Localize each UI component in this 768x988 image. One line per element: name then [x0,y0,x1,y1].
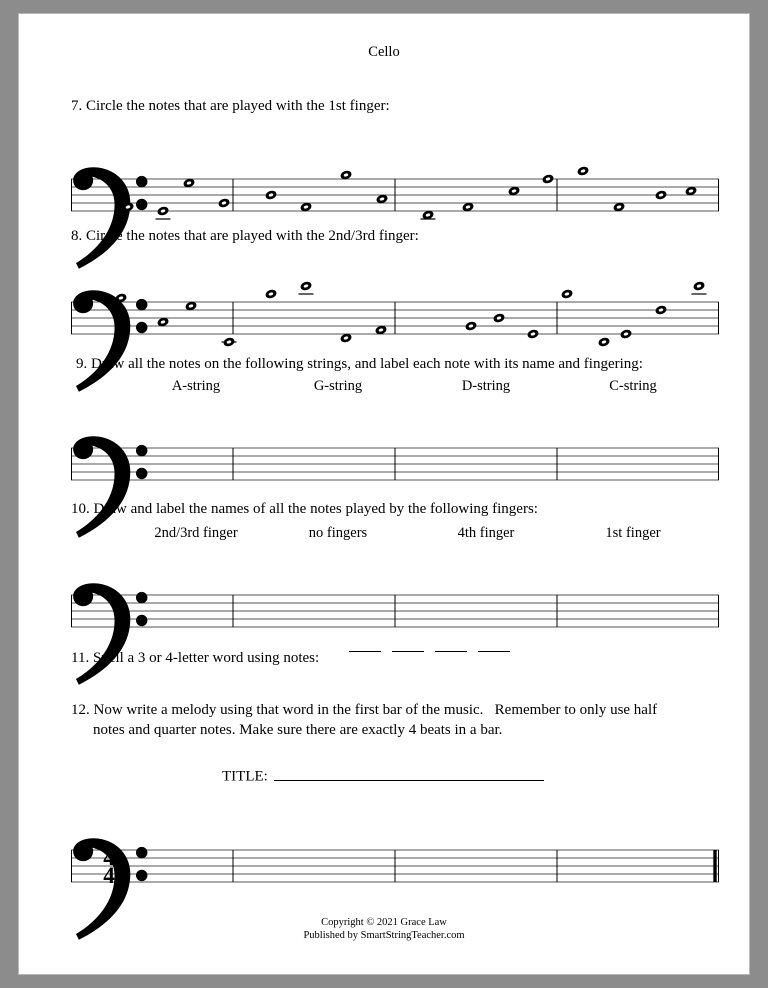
question-11-text: 11. Spell a 3 or 4-letter word using notes: [71,650,320,666]
whole-note[interactable] [156,205,171,219]
title-label: TITLE: [222,768,268,785]
whole-note[interactable] [264,189,277,200]
whole-note[interactable] [264,288,277,299]
answer-blank-1[interactable] [349,651,381,652]
staff-system-melody[interactable] [71,810,725,920]
whole-note[interactable] [654,304,667,315]
whole-note[interactable] [464,320,477,331]
finger-label-3: 4th finger [457,525,515,541]
string-label-3: D-string [461,378,511,394]
whole-note[interactable] [576,165,589,176]
finger-label-1: 2nd/3rd finger [154,525,238,541]
question-10-text: 10. Draw and label the names of all the notes played by the following fingers: [71,501,538,517]
whole-note[interactable] [526,328,539,339]
question-12-line-1: 12. Now write a melody using that word in the first bar of the music. Remember to only use half [71,702,658,718]
page-title: Cello [368,44,400,60]
bass-clef-icon [73,167,147,268]
string-label-2: G-string [313,378,363,394]
worksheet-page [19,14,749,974]
whole-note[interactable] [654,189,667,200]
question-7-text: 7. Circle the notes that are played with the 1st finger: [71,98,390,114]
question-10-finger-labels [71,525,731,545]
publisher-line: Published by SmartStringTeacher.com [303,930,465,941]
melody-title-line[interactable] [222,766,544,786]
answer-blank-2[interactable] [392,651,424,652]
question-9-text: 9. Draw all the notes on the following strings, and label each note with its name and fingering: [76,356,643,372]
svg-text:4: 4 [103,845,115,870]
answer-blank-3[interactable] [435,651,467,652]
whole-note[interactable] [492,312,505,323]
whole-note[interactable] [541,173,554,184]
question-8-text: 8. Circle the notes that are played with the 2nd/3rd finger: [71,228,419,244]
bass-clef-icon [73,583,147,684]
whole-note[interactable] [217,197,230,208]
whole-note[interactable] [692,280,707,294]
string-label-4: C-string [609,378,657,394]
question-11-answer-blanks[interactable] [349,651,510,652]
whole-note[interactable] [222,336,237,347]
finger-label-2: no fingers [308,525,368,541]
svg-text:4: 4 [103,863,115,888]
whole-note[interactable] [299,280,314,294]
whole-note[interactable] [619,328,632,339]
whole-note[interactable] [560,288,573,299]
whole-note[interactable] [597,336,610,347]
title-write-in-rule[interactable] [274,766,544,781]
time-signature-4-4 [103,845,115,888]
bass-clef-icon [73,290,147,391]
finger-label-4: 1st finger [605,525,661,541]
string-label-1: A-string [171,378,221,394]
question-9-string-labels [71,378,731,398]
copyright-line: Copyright © 2021 Grace Law [321,917,447,928]
answer-blank-4[interactable] [478,651,510,652]
bass-clef-icon [73,436,147,537]
question-12-line-2: notes and quarter notes. Make sure there are exactly 4 beats in a bar. [93,722,503,738]
music-staff[interactable] [71,810,725,920]
